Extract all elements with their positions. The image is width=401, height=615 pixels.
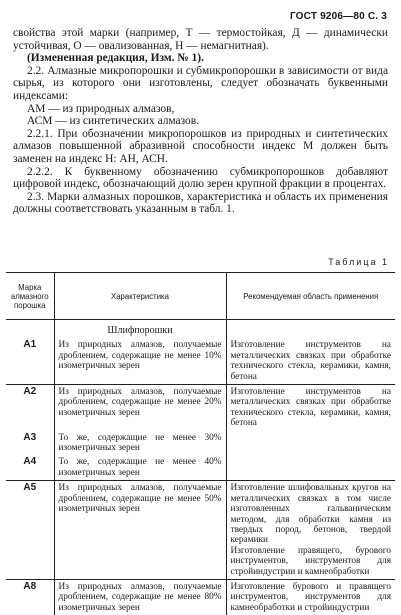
paragraph: 2.2.1. При обозначении микропорошков из природных и синтетических алмазов повышенной абразивной способности индекс М должен быть заменен на индекс Н: АН, АСН.: [13, 127, 388, 165]
page-header: ГОСТ 9206—80 С. 3: [289, 11, 387, 22]
table-row: [6, 579, 395, 615]
list-item: АСМ — из синтетических алмазов.: [27, 115, 199, 128]
application-cell: [226, 455, 395, 480]
column-header: Рекомендуемая область применения: [226, 273, 395, 320]
table-row: [6, 481, 395, 580]
list-item: АМ — из природных алмазов,: [27, 102, 175, 115]
characteristic-cell: То же, содержащие не менее 30% изометричных зерен: [54, 431, 226, 456]
grades-table: [6, 272, 395, 615]
characteristic-cell: Из природных алмазов, получаемые дроблением, содержащие не менее 80% изометричных зерен: [54, 579, 226, 615]
application-cell: Изготовление инструментов на металлических связках при обработке технического стекла, керамики, камня, бетона: [226, 338, 395, 384]
grade-cell: А8: [6, 579, 54, 615]
table-row: [6, 338, 395, 384]
characteristic-cell: То же, содержащие не менее 40% изометричных зерен: [54, 455, 226, 480]
table-caption: Таблица 1: [328, 257, 389, 267]
table-subheading-row: [6, 320, 395, 339]
table-subheading: Шлифпорошки: [54, 320, 226, 339]
application-cell: Изготовление бурового и правящего инструментов, инструментов для камнеобработки и стройиндустрии: [226, 579, 395, 615]
column-header: Характеристика: [54, 273, 226, 320]
grade-cell: А3: [23, 431, 37, 443]
characteristic-cell: Из природных алмазов, получаемые дроблением, содержащие не менее 50% изометричных зерен: [54, 481, 226, 580]
grade-cell: А2: [6, 385, 54, 431]
application-cell: Изготовление инструментов на металлических связках при обработке технического стекла, керамики, камня, бетона: [226, 385, 395, 431]
application-cell: Изготовление шлифовальных кругов на металлических связках в том числе изготовленных гальваническим методом, для обработки камня из твердых пород, бетонов, твердой керамики Изготовление правящего, бурового инструментов, инструментов для стройиндустрии и камнеобработки: [226, 481, 395, 580]
table-row: [6, 455, 395, 480]
characteristic-cell: Из природных алмазов, получаемые дроблением, содержащие не менее 20% изометричных зерен: [54, 385, 226, 431]
paragraph: свойства этой марки (например, Т — термостойкая, Д — динамически устойчивая, О — овализованная, Н — немагнитная).: [13, 27, 388, 52]
paragraph: 2.2. Алмазные микропорошки и субмикропорошки в зависимости от вида сырья, из которого они изготовлены, следует обозначать буквенными индексами:: [13, 64, 388, 102]
application-cell: [226, 431, 395, 456]
column-header: Марка алмазного порошка: [6, 273, 54, 320]
grade-cell: А1: [23, 339, 37, 351]
grade-cell: А5: [6, 481, 54, 580]
grade-cell: А4: [23, 456, 37, 468]
table-row: [6, 385, 395, 431]
table-row: [6, 431, 395, 456]
body-text: [13, 27, 388, 216]
characteristic-cell: Из природных алмазов, получаемые дроблением, содержащие не менее 10% изометричных зерен: [54, 338, 226, 384]
table-header-row: [6, 273, 395, 320]
paragraph: 2.3. Марки алмазных порошков, характеристика и область их применения должны соответствовать указанным в табл. 1.: [13, 190, 388, 216]
paragraph: 2.2.2. К буквенному обозначению субмикропорошков добавляют цифровой индекс, обозначающий долю зерен крупной фракции в процентах.: [13, 165, 388, 191]
amendment-note: (Измененная редакция, Изм. № 1).: [27, 52, 204, 65]
